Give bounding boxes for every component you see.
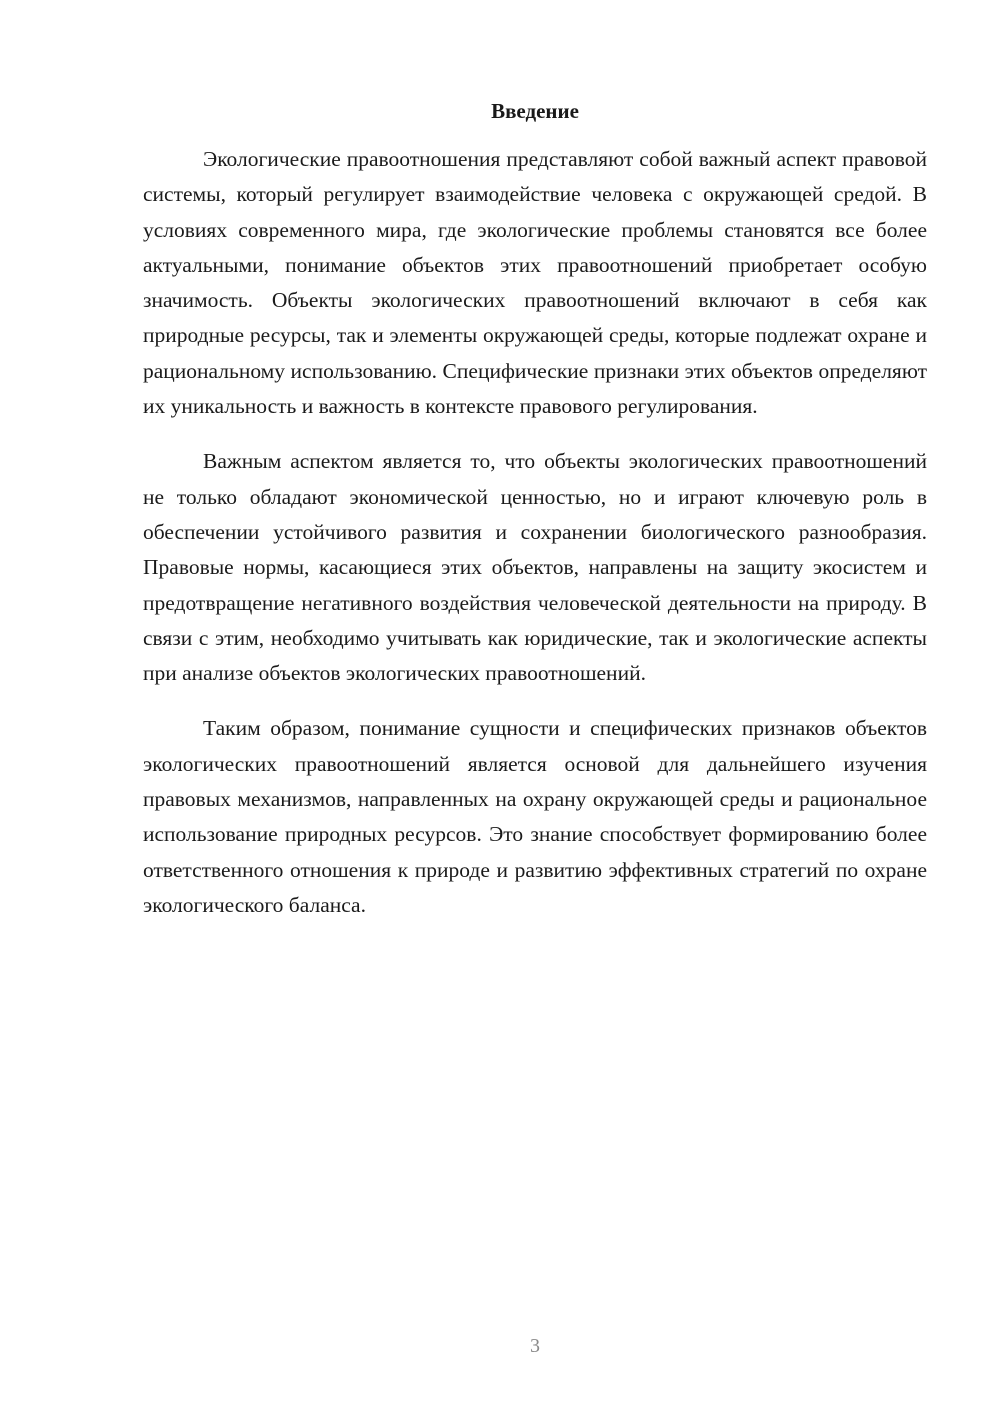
paragraph-2: Важным аспектом является то, что объекты экологических правоотношений не только обладают экономической ценностью, но и играют ключевую роль в обеспечении устойчивого развития и сохранении биологического разнообразия. Правовые нормы, касающиеся этих объектов, направлены на защиту экосистем и предотвращение негативного воздействия человеческой деятельности на природу. В связи с этим, необходимо учитывать как юридические, так и экологические аспекты при анализе объектов экологических правоотношений. <box>143 449 927 686</box>
page-title: Введение <box>491 99 579 123</box>
paragraph-3: Таким образом, понимание сущности и специфических признаков объектов экологических правоотношений является основой для дальнейшего изучения правовых механизмов, направленных на охрану окружающей среды и рациональное использование природных ресурсов. Это знание способствует формированию более ответственного отношения к природе и развитию эффективных стратегий по охране экологического баланса. <box>143 716 927 917</box>
paragraph-1: Экологические правоотношения представляют собой важный аспект правовой системы, который регулирует взаимодействие человека с окружающей средой. В условиях современного мира, где экологические проблемы становятся все более актуальными, понимание объектов этих правоотношений приобретает особую значимость. Объекты экологических правоотношений включают в себя как природные ресурсы, так и элементы окружающей среды, которые подлежат охране и рациональному использованию. Специфические признаки этих объектов определяют их уникальность и важность в контексте правового регулирования. <box>143 147 927 419</box>
page-number: 3 <box>530 1335 540 1357</box>
body-text <box>143 142 927 943</box>
